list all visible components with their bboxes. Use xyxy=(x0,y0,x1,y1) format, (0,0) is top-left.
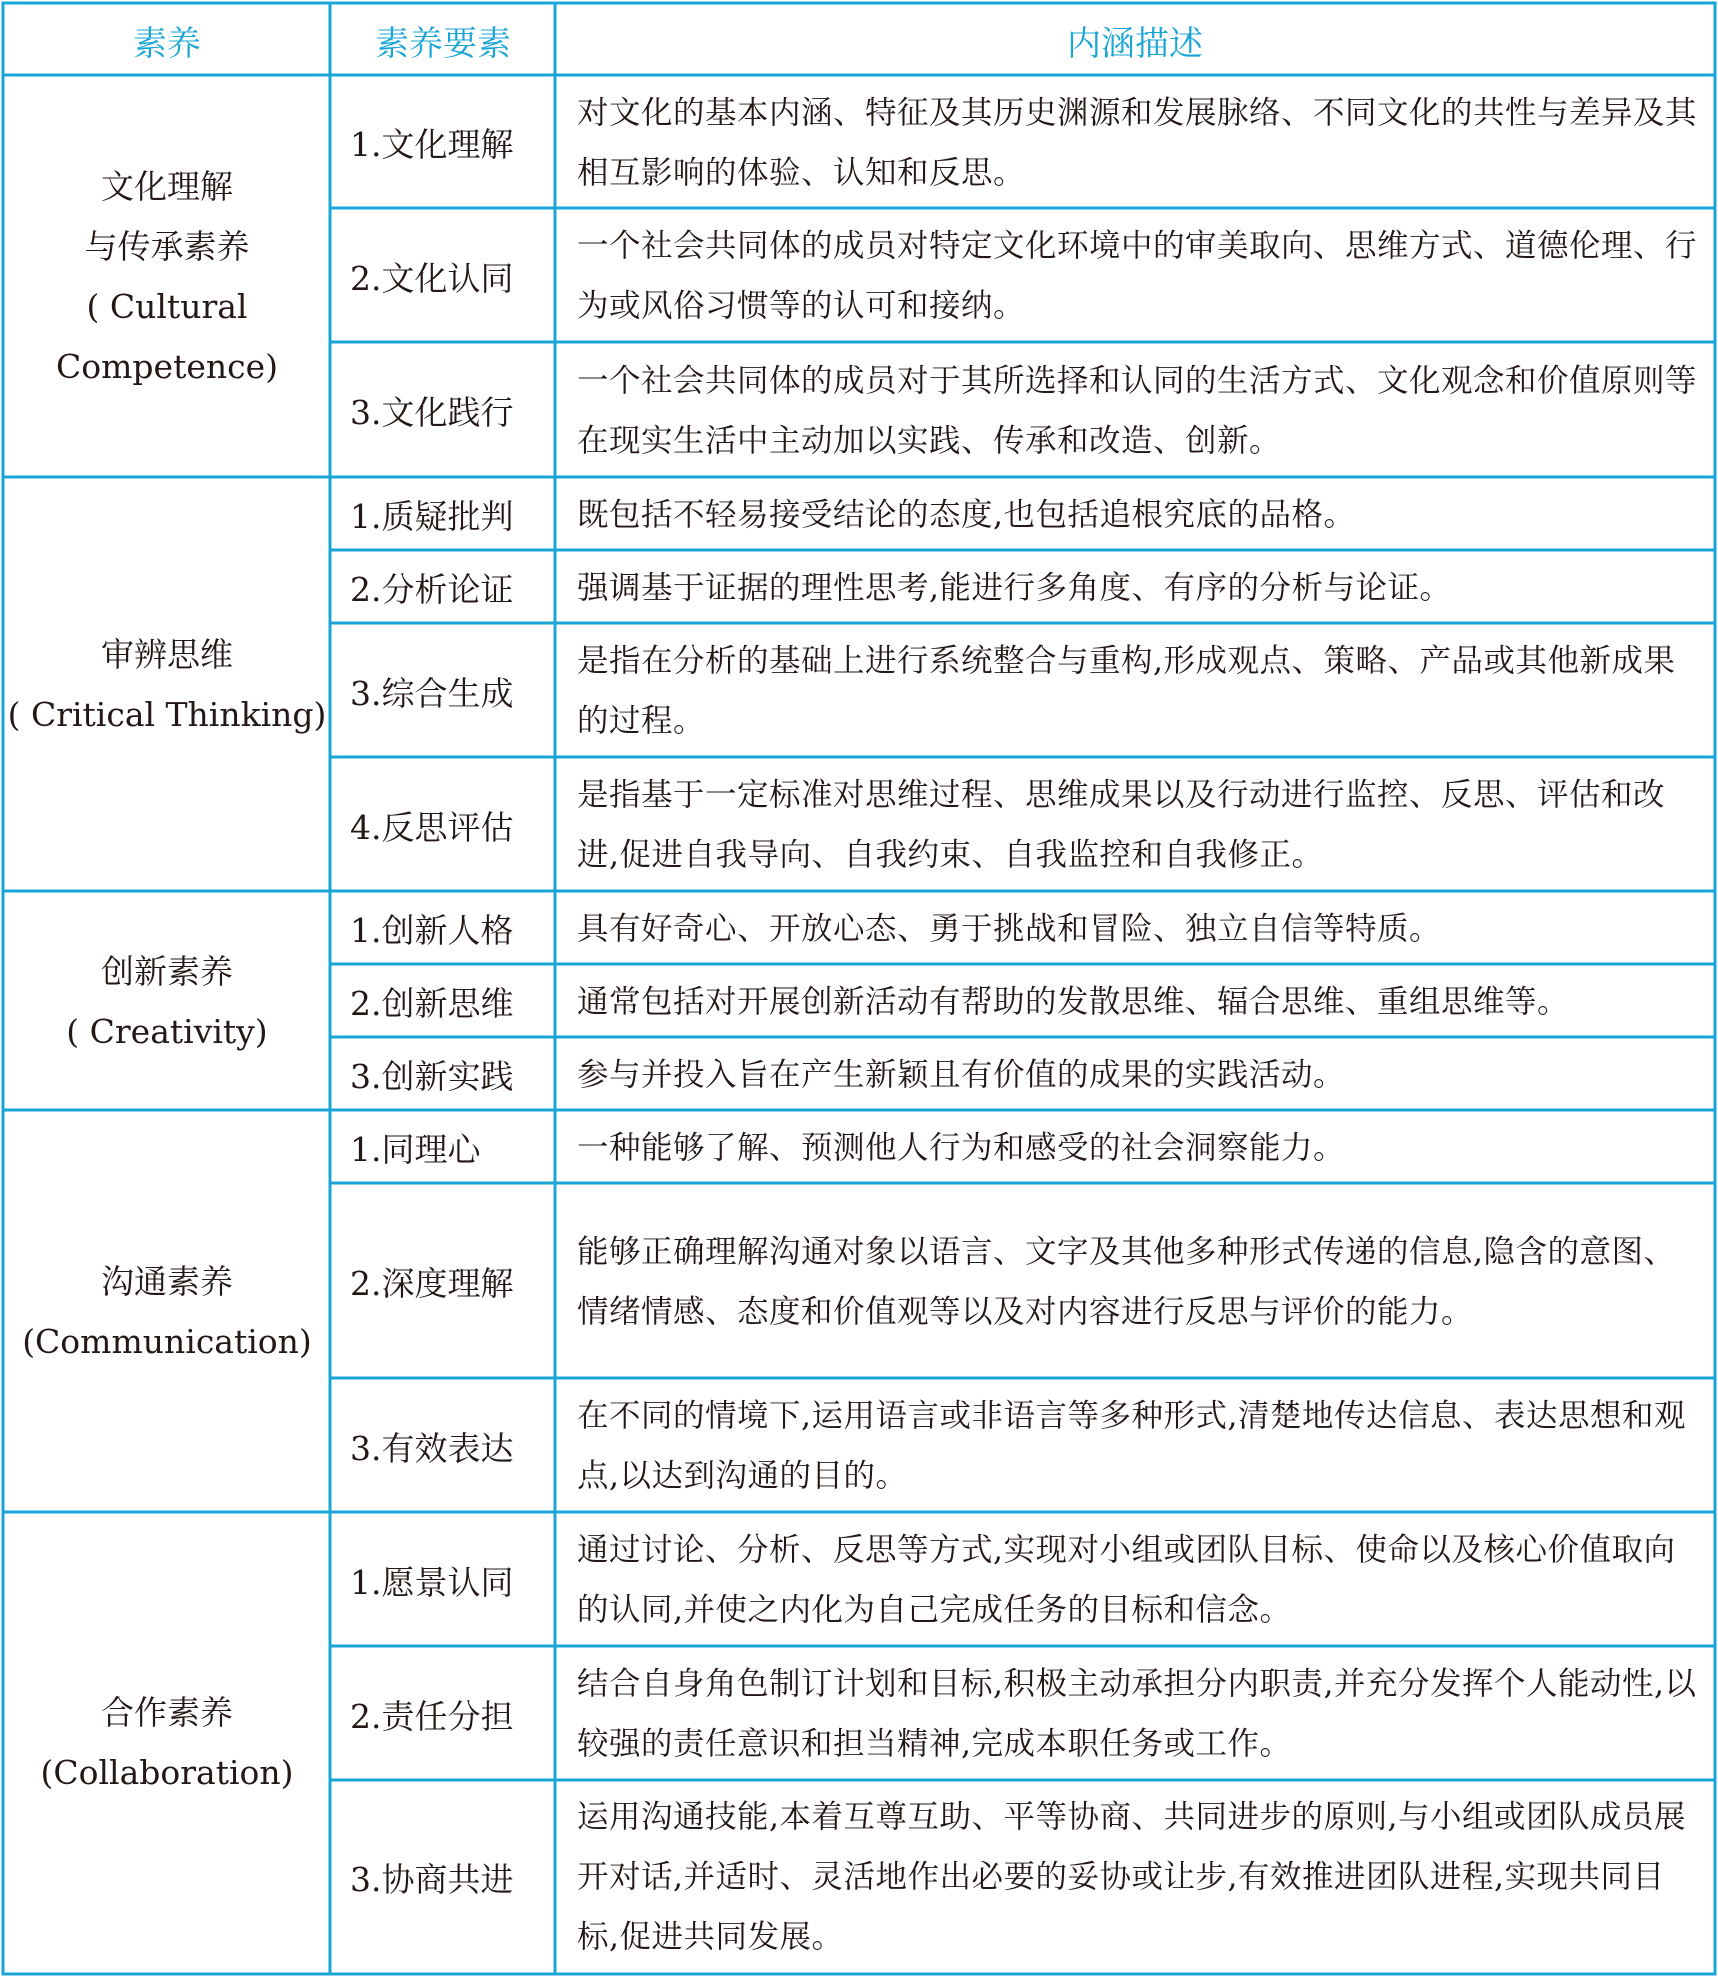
element-cell: 1.愿景认同 xyxy=(350,1562,514,1602)
category-collaboration xyxy=(5,1514,329,1972)
description-cell: 既包括不轻易接受结论的态度,也包括追根究底的品格。 xyxy=(577,496,1356,533)
element-cell: 2.深度理解 xyxy=(350,1264,514,1303)
category-communication xyxy=(5,1112,329,1512)
element-cell: 1.同理心 xyxy=(350,1130,481,1169)
element-cell: 3.有效表达 xyxy=(350,1428,514,1468)
element-cell: 2.创新思维 xyxy=(350,984,514,1023)
description-cell: 具有好奇心、开放心态、勇于挑战和冒险、独立自信等特质。 xyxy=(577,910,1442,947)
category-name-line: 审辨思维 xyxy=(101,635,233,674)
description-cell: 一个社会共同体的成员对于其所选择和认同的生活方式、文化观念和价值原则等在现实生活中主动加以实践、传承和改造、创新。 xyxy=(577,362,1698,459)
category-cultural-competence xyxy=(5,77,329,477)
element-cell: 4.反思评估 xyxy=(350,807,514,847)
category-name-line: 创新素养 xyxy=(100,951,233,991)
category-name-line: 文化理解 xyxy=(101,167,233,206)
category-name-line: ( Cultural xyxy=(86,287,248,326)
category-name-line: (Communication) xyxy=(22,1322,312,1361)
category-name-line: (Collaboration) xyxy=(40,1753,294,1792)
element-cell: 3.文化践行 xyxy=(350,393,514,432)
category-name-line: 合作素养 xyxy=(101,1693,233,1732)
category-name-line: 沟通素养 xyxy=(100,1262,233,1301)
element-cell: 2.文化认同 xyxy=(350,258,514,298)
header-category: 素养 xyxy=(133,23,201,64)
category-name-line: Competence) xyxy=(56,347,278,386)
category-name-line: ( Creativity) xyxy=(66,1011,268,1051)
element-cell: 2.责任分担 xyxy=(350,1696,514,1736)
description-cell: 是指在分析的基础上进行系统整合与重构,形成观点、策略、产品或其他新成果的过程。 xyxy=(577,643,1676,739)
category-creativity xyxy=(5,893,329,1110)
description-cell: 结合自身角色制订计划和目标,积极主动承担分内职责,并充分发挥个人能动性,以较强的责任意识和担当精神,完成本职任务或工作。 xyxy=(577,1666,1697,1762)
element-cell: 2.分析论证 xyxy=(350,570,514,609)
element-cell: 3.综合生成 xyxy=(350,673,514,713)
category-critical-thinking xyxy=(5,479,329,891)
description-cell: 参与并投入旨在产生新颖且有价值的成果的实践活动。 xyxy=(577,1056,1346,1093)
description-cell: 能够正确理解沟通对象以语言、文字及其他多种形式传递的信息,隐含的意图、情绪情感、态度和价值观等以及对内容进行反思与评价的能力。 xyxy=(577,1233,1676,1330)
header-description: 内涵描述 xyxy=(1067,23,1203,64)
element-cell: 3.协商共进 xyxy=(350,1859,514,1899)
description-cell: 运用沟通技能,本着互尊互助、平等协商、共同进步的原则,与小组或团队成员展开对话,并适时、灵活地作出必要的妥协或让步,有效推进团队进程,实现共同目标,促进共同发展。 xyxy=(577,1799,1687,1955)
category-name-line: 与传承素养 xyxy=(84,227,250,266)
description-cell: 在不同的情境下,运用语言或非语言等多种形式,清楚地传达信息、表达思想和观点,以达到沟通的目的。 xyxy=(577,1398,1687,1494)
description-cell: 通常包括对开展创新活动有帮助的发散思维、辐合思维、重组思维等。 xyxy=(577,983,1570,1020)
description-cell: 一个社会共同体的成员对特定文化环境中的审美取向、思维方式、道德伦理、行为或风俗习惯等的认可和接纳。 xyxy=(577,228,1698,324)
element-cell: 1.创新人格 xyxy=(350,911,514,950)
description-cell: 对文化的基本内涵、特征及其历史渊源和发展脉络、不同文化的共性与差异及其相互影响的体验、认知和反思。 xyxy=(577,94,1698,191)
description-cell: 通过讨论、分析、反思等方式,实现对小组或团队目标、使命以及核心价值取向的认同,并使之内化为自己完成任务的目标和信念。 xyxy=(577,1532,1676,1628)
category-name-line: ( Critical Thinking) xyxy=(7,695,327,734)
element-cell: 3.创新实践 xyxy=(350,1057,514,1096)
description-cell: 一种能够了解、预测他人行为和感受的社会洞察能力。 xyxy=(577,1129,1346,1166)
element-cell: 1.质疑批判 xyxy=(350,497,514,536)
element-cell: 1.文化理解 xyxy=(350,125,514,164)
header-element: 素养要素 xyxy=(375,23,511,64)
description-cell: 是指基于一定标准对思维过程、思维成果以及行动进行监控、反思、评估和改进,促进自我导向、自我约束、自我监控和自我修正。 xyxy=(577,777,1666,873)
description-cell: 强调基于证据的理性思考,能进行多角度、有序的分析与论证。 xyxy=(577,569,1452,606)
